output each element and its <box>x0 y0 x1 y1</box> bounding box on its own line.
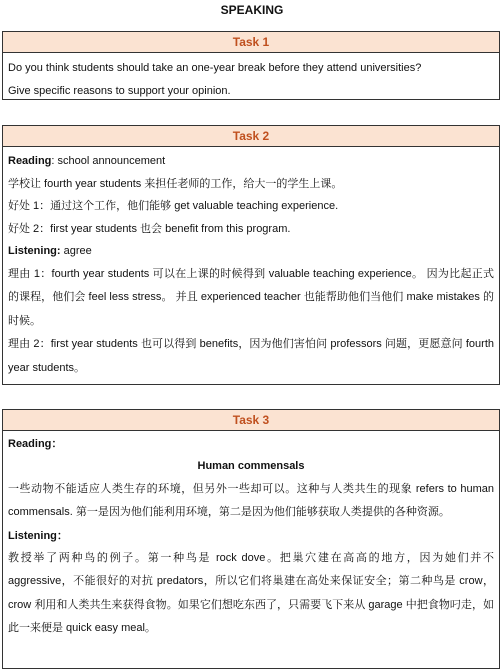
task3-reading-paragraph: 一些动物不能适应人类生存的环境，但另外一些却可以。这种与人类共生的现象 refers to human commensals. 第一是因为他们能利用环境，第二是因为他们能够获取人类提供的各种资源。 <box>8 482 494 519</box>
task2-reading-line <box>8 150 494 173</box>
task2-benefit2: 好处 2：first year students 也会 benefit from this program. <box>8 222 291 235</box>
task2-reason2: 理由 2：first year students 也可以得到 benefits，因为他们害怕问 professors 问题，更愿意问 fourth year students。 <box>8 338 494 374</box>
task2-reason1: 理由 1：fourth year students 可以在上课的时候得到 valuable teaching experience。 因为比起正式的课程，他们会 feel less stress。 并且 experienced teacher 也能帮助他们当他们 make mistakes 的时候。 <box>8 267 494 327</box>
task2-listening-line <box>8 240 494 263</box>
task2-body <box>3 147 499 383</box>
page-title: SPEAKING <box>220 3 284 17</box>
task3-header: Task 3 <box>3 410 499 431</box>
task1-box <box>2 31 500 100</box>
task1-body <box>3 53 499 106</box>
task3-passage-title: Human commensals <box>197 460 305 473</box>
task1-question-line2: Give specific reasons to support your opinion. <box>8 85 231 97</box>
task1-question-line1: Do you think students should take an one-year break before they attend universities? <box>8 62 422 74</box>
task3-body <box>3 431 499 644</box>
task1-header: Task 1 <box>3 32 499 53</box>
task2-reading-text: : school announcement <box>51 155 166 167</box>
task2-listening-label: Listening: <box>8 245 61 257</box>
task2-reading-label: Reading <box>8 155 52 167</box>
task2-box <box>2 125 500 385</box>
task2-listening-text: agree <box>60 245 92 257</box>
task3-reading-label: Reading： <box>8 438 63 450</box>
task2-reading-detail: 学校让 fourth year students 来担任老师的工作，给大一的学生上课。 <box>8 177 343 190</box>
task2-benefit1: 好处 1：通过这个工作，他们能够 get valuable teaching experience. <box>8 200 339 212</box>
task3-box <box>2 409 500 669</box>
task2-header: Task 2 <box>3 126 499 147</box>
task3-listening-paragraph: 教授举了两种鸟的例子。第一种鸟是 rock dove。把巢穴建在高高的地方，因为她们并不 aggressive，不能很好的对抗 predators，所以它们将巢建在高处来保证安全；第二种鸟是 crow，crow 利用和人类共生来获得食物。如果它们想吃东西了，只需要飞下来从 garage 中把食物叼走，如此一来便是 quick easy meal。 <box>8 551 494 635</box>
task3-listening-label: Listening： <box>8 529 68 542</box>
